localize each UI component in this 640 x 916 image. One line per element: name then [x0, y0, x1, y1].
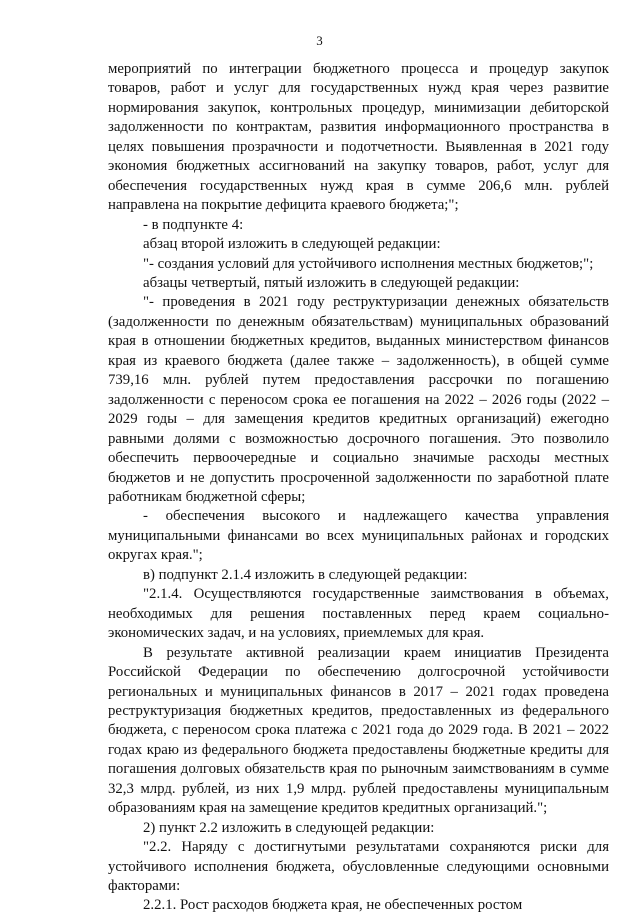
paragraph-item-2-2: 2) пункт 2.2 изложить в следующей редакции: — [143, 819, 435, 836]
paragraph-expense-growth: 2.2.1. Рост расходов бюджета края, не обеспеченных ростом — [143, 897, 523, 914]
paragraph-borrowings: "2.1.4. Осуществляются государственные заимствования в объемах, необходимых для решения поставленных перед краем социально-экономических задач, и на условиях, приемлемых для края. — [108, 586, 609, 642]
page-number: 3 — [316, 33, 323, 48]
paragraph-procurement: мероприятий по интеграции бюджетного процесса и процедур закупок товаров, работ и услуг для государственных нужд края через развитие нормирования закупок, контрольных процедур, минимизации дебиторской задолженности по контрактам, развития информационного пространства в целях повышения прозрачности и подотчетности. Выявленная в 2021 году экономия бюджетных ассигнований на закупку товаров, работ, услуг для обеспечения государственных нужд края в сумме 206,6 млн. рублей направлена на покрытие дефицита краевого бюджета;"; — [108, 61, 609, 214]
paragraph-fourth-fifth-abzac: абзацы четвертый, пятый изложить в следующей редакции: — [143, 274, 520, 291]
paragraph-second-abzac: абзац второй изложить в следующей редакции: — [143, 236, 441, 253]
paragraph-local-budgets: "- создания условий для устойчивого исполнения местных бюджетов;"; — [143, 255, 594, 272]
paragraph-restructuring: "- проведения в 2021 году реструктуризации денежных обязательств (задолженности по денежным обязательствам) муниципальных образований края в отношении бюджетных кредитов, выданных министерством финансов края из краевого бюджета (далее также – задолженность), в общей сумме 739,16 млн. рублей путем предоставления рассрочки по погашению задолженности с переносом срока ее погашения на 2022 – 2026 годы (2022 – 2029 годы – для замещения кредитов кредитных организаций) ежегодно равными долями с возможностью досрочного погашения. Это позволило обеспечить первоочередные и социально значимые расходы местных бюджетов и не допустить просроченной задолженности по заработной плате работникам бюджетной сферы; — [108, 294, 609, 505]
paragraph-risks: "2.2. Наряду с достигнутыми результатами сохраняются риски для устойчивого исполнения бюджета, обусловленные следующими основными факторами: — [108, 839, 609, 895]
paragraph-president-initiatives: В результате активной реализации краем инициатив Президента Российской Федерации по обеспечению долгосрочной устойчивости региональных и муниципальных финансов в 2017 – 2021 годах проведена реструктуризация бюджетных кредитов, предоставленных из федерального бюджета, с переносом срока платежа с 2021 года до 2029 года. В 2021 – 2022 годах краю из федерального бюджета предоставлены бюджетные кредиты для погашения долговых обязательств края по рыночным заимствованиям в сумме 32,3 млрд. рублей, из них 1,9 млрд. рублей предоставлены муниципальным образованиям края на замещение кредитов кредитных организаций."; — [108, 644, 609, 817]
paragraph-subitem-2-1-4: в) подпункт 2.1.4 изложить в следующей редакции: — [143, 566, 468, 583]
paragraph-municipal-finance: - обеспечения высокого и надлежащего качества управления муниципальными финансами во всех муниципальных районах и городских округах края."; — [108, 508, 609, 564]
paragraph-subitem-4: - в подпункте 4: — [143, 216, 244, 233]
